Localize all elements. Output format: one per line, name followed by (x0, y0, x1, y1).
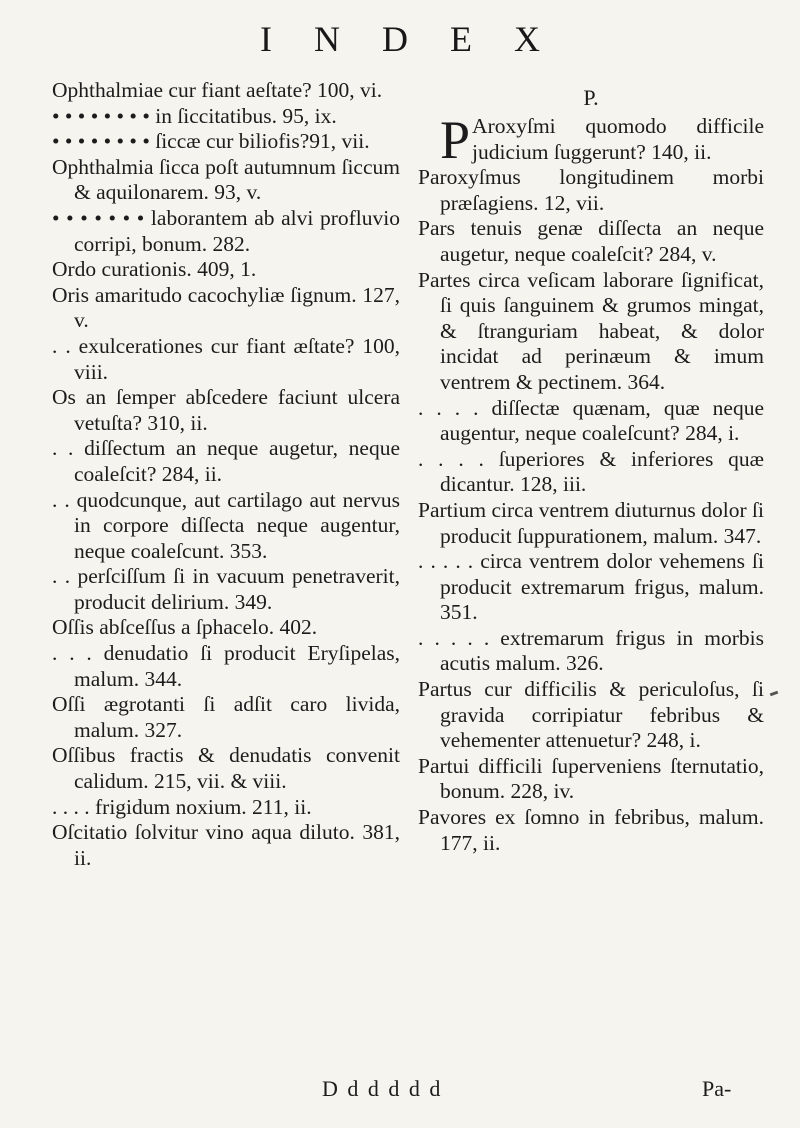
index-entry: . . perſciſſum ſi in vacuum penetraverit, producit delirium. 349. (52, 564, 400, 614)
section-letter: P. (583, 85, 599, 110)
index-entry: . . . . . extremarum frigus in morbis acutis malum. 326. (418, 625, 764, 676)
running-title: INDEX (260, 19, 582, 59)
index-entry: • • • • • • • laborantem ab alvi profluvio corripi, bonum. 282. (52, 205, 400, 256)
index-entry: Paroxyſmus longitudinem morbi præſagiens. 12, vii. (418, 165, 764, 215)
index-entry: Oſſis abſceſſus a ſphacelo. 402. (52, 615, 318, 640)
index-entry: . . . . frigidum noxium. 211, ii. (52, 794, 312, 819)
index-entry: . . . . . circa ventrem dolor vehemens ſi producit extremarum frigus, malum. 351. (418, 549, 764, 625)
index-entry: Ophthalmia ſicca poſt autumnum ſiccum & aquilonarem. 93, v. (52, 154, 400, 205)
index-entry: • • • • • • • • ſiccæ cur biliofis?91, vii. (52, 129, 370, 154)
ink-mark (770, 691, 779, 697)
right-column (418, 78, 764, 856)
drop-capital: P (440, 110, 471, 170)
index-entry: . . exulcerationes cur fiant æſtate? 100, viii. (52, 333, 400, 384)
index-entry: Partus cur difficilis & periculoſus, ſi gravida corripiatur febribus & vehementer attenuetur? 248, i. (418, 677, 764, 753)
index-entry: Oſſi ægrotanti ſi adſit caro livida, malum. 327. (52, 692, 400, 742)
index-entry: . . . . diſſectæ quænam, quæ neque augentur, neque coaleſcunt? 284, i. (418, 395, 764, 446)
signature-mark: D d d d d d (322, 1076, 443, 1101)
index-entry: Oris amaritudo cacochyliæ ſignum. 127, v. (52, 282, 400, 333)
index-entry: Ophthalmiae cur fiant aeſtate? 100, vi. (52, 78, 383, 102)
index-entry: • • • • • • • • in ſiccitatibus. 95, ix. (52, 103, 337, 128)
index-entry: Pars tenuis genæ diſſecta an neque augetur, neque coaleſcit? 284, v. (418, 216, 764, 266)
catchword: Pa- (702, 1076, 732, 1101)
index-entry: . . quodcunque, aut cartilago aut nervus in corpore diſſecta neque augentur, neque coaleſcunt. 353. (52, 487, 400, 563)
index-entry-first (418, 110, 764, 170)
index-entry: Oſcitatio ſolvitur vino aqua diluto. 381, ii. (52, 820, 400, 870)
index-entry: Ordo curationis. 409, 1. (52, 257, 257, 282)
index-entry: Partes circa veſicam laborare ſignificat, ſi quis ſanguinem & grumos mingat, & ſtranguriam habeat, & dolor incidat ad perinæum & imum ventrem & pectinem. 364. (418, 267, 764, 394)
index-entry: . . diſſectum an neque augetur, neque coaleſcit? 284, ii. (52, 436, 400, 486)
index-entry: Partui difficili ſuperveniens ſternutatio, bonum. 228, iv. (418, 753, 764, 804)
index-entry: Oſſibus fractis & denudatis convenit calidum. 215, vii. & viii. (52, 743, 400, 794)
left-column (52, 78, 400, 871)
first-entry-text: Aroxyſmi quomodo difficile judicium ſuggerunt? 140, ii. (472, 114, 764, 164)
index-entry: Partium circa ventrem diuturnus dolor ſi producit ſuppurationem, malum. 347. (418, 497, 764, 548)
index-entry: Pavores ex ſomno in febribus, malum. 177, ii. (418, 805, 764, 855)
index-entry: . . . . ſuperiores & inferiores quæ dicantur. 128, iii. (418, 446, 764, 497)
index-entry: . . . denudatio ſi producit Eryſipelas, malum. 344. (52, 641, 400, 691)
index-entry: Os an ſemper abſcedere faciunt ulcera vetuſta? 310, ii. (52, 385, 400, 435)
